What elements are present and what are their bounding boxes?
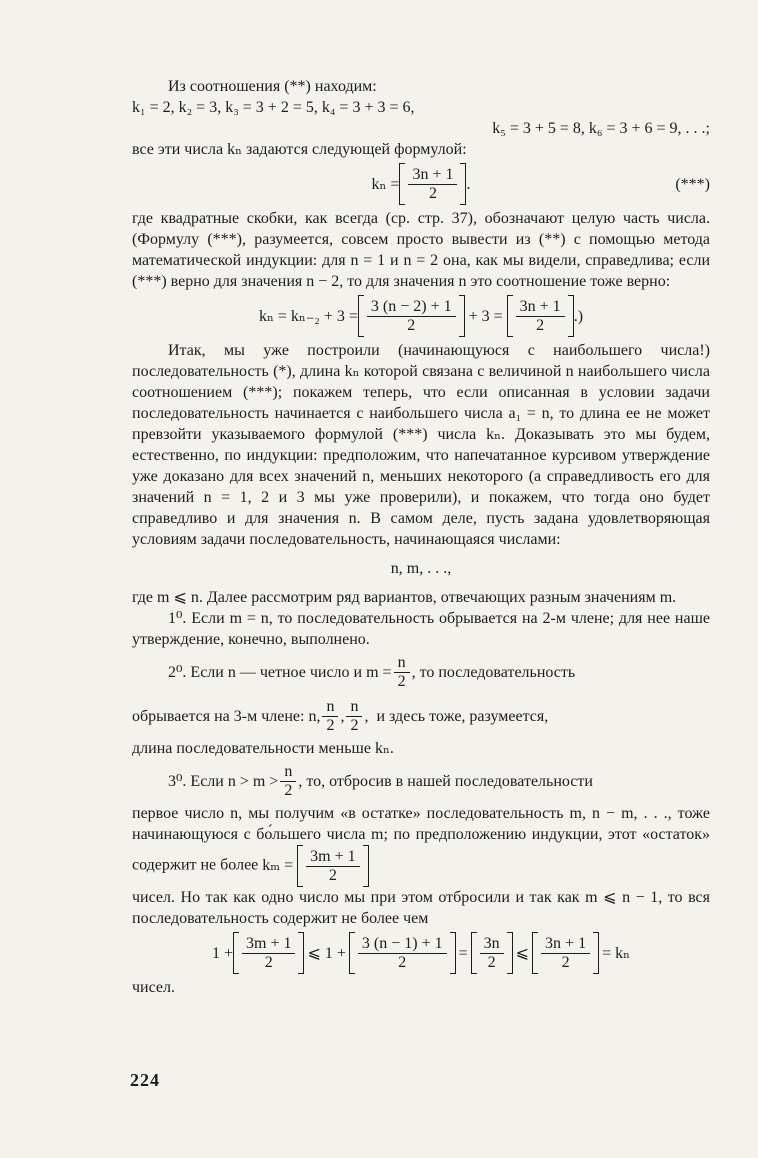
case-3-km: kₘ = bbox=[262, 856, 294, 874]
final-frac-2 bbox=[358, 935, 447, 972]
final-frac-4 bbox=[541, 935, 590, 972]
final-frac-4-num: 3n + 1 bbox=[541, 935, 590, 954]
final-ineq-c: = bbox=[458, 944, 468, 962]
case-2-frac-den: 2 bbox=[397, 672, 406, 690]
sequence-start: n, m, . . ., bbox=[390, 560, 452, 577]
final-frac-1-num: 3m + 1 bbox=[242, 935, 295, 954]
page-body bbox=[132, 76, 710, 998]
final-frac-3 bbox=[480, 935, 504, 972]
frac-2-num: 3n + 1 bbox=[516, 298, 565, 317]
formula-kn-fraction bbox=[408, 166, 457, 203]
final-frac-2-den: 2 bbox=[398, 953, 407, 971]
formula-recurrence-lhs: kₙ = kₙ₋₂ + 3 = bbox=[258, 307, 358, 325]
final-frac-1 bbox=[242, 935, 295, 972]
case-3-frac-num: n bbox=[280, 763, 296, 782]
case-2-text-d: и здесь тоже, разумеется, bbox=[376, 707, 549, 725]
final-ineq-d: ⩽ bbox=[515, 944, 530, 962]
case-2-frac-a bbox=[322, 698, 338, 735]
formula-recurrence-mid: + 3 = bbox=[468, 307, 503, 325]
case-3-km-fraction bbox=[306, 848, 359, 885]
frac-2-den: 2 bbox=[536, 316, 545, 334]
formula-kn-end: . bbox=[466, 175, 471, 193]
case-2-fraction bbox=[394, 654, 410, 691]
case-3-line-1 bbox=[132, 759, 710, 803]
case-2-text-b: , то последовательность bbox=[411, 663, 576, 681]
case-3-text-d: чисел. Но так как одно число мы при этом отбросили и так как m ⩽ n − 1, то вся последовательность содержит не более чем bbox=[132, 889, 710, 927]
case-2-frac-b bbox=[346, 698, 362, 735]
final-frac-1-den: 2 bbox=[264, 953, 273, 971]
final-frac-3-den: 2 bbox=[487, 953, 496, 971]
intro-line: Из соотношения (**) находим: bbox=[168, 78, 377, 95]
frac-1-den: 2 bbox=[407, 316, 416, 334]
k-values-line-1: k₁ = 2, k₂ = 3, k₃ = 3 + 2 = 5, k₄ = 3 + 3 = 6, bbox=[132, 99, 415, 116]
final-frac-2-num: 3 (n − 1) + 1 bbox=[358, 935, 447, 954]
case-2-text-a: 2⁰. Если n — четное число и m = bbox=[168, 663, 392, 681]
final-ineq-b: ⩽ 1 + bbox=[307, 944, 346, 962]
page-number: 224 bbox=[130, 1070, 160, 1090]
case-3-km-den: 2 bbox=[328, 866, 337, 884]
case-2-frac-a-num: n bbox=[322, 698, 338, 717]
frac-1-num: 3 (n − 2) + 1 bbox=[367, 298, 456, 317]
case-2-line-1 bbox=[132, 650, 710, 694]
formula-kn-den: 2 bbox=[428, 184, 437, 202]
equation-tag: (***) bbox=[675, 175, 710, 193]
case-2-frac-b-num: n bbox=[346, 698, 362, 717]
case-3-fraction bbox=[280, 763, 296, 800]
formula-kn-lhs: kₙ = bbox=[371, 175, 400, 193]
formula-kn bbox=[132, 160, 710, 208]
paragraph-induction: Итак, мы уже построили (начинающуюся с наибольшего числа!) последовательность (*), длина kₙ которой связана с величиной n наибольшего числа соотношением (***); покажем теперь, что если описанная в условии задачи последовательность начинается с наибольшего числа a₁ = n, то длина ее не может превзойти указываемого формулой (***) числа kₙ. Доказывать это мы будем, естественно, по индукции: предположим, что напечатанное курсивом утверждение уже доказано для всех значений n, меньших некоторого (а справедливость его для значений n = 1, 2 и 3 мы уже проверили), и покажем, что тогда оно будет справедливо и для значения n. В самом деле, пусть задана удовлетворяющая условиям задачи последовательность, начинающаяся числами: bbox=[132, 342, 710, 548]
case-3-text-c-body: первое число n, мы получим «в остатке» последовательность m, n − m, . . ., тоже начинающуюся с бо́льшего числа m; по предположению индукции, этот «остаток» содержит не более bbox=[132, 805, 710, 874]
formula-recurrence-frac-2 bbox=[516, 298, 565, 335]
k-values-line-2: k₅ = 3 + 5 = 8, k₆ = 3 + 6 = 9, . . .; bbox=[492, 120, 710, 137]
final-inequality bbox=[132, 929, 710, 977]
case-1: 1⁰. Если m = n, то последовательность обрывается на 2-м члене; для нее наше утверждение, конечно, выполнено. bbox=[132, 610, 710, 648]
paragraph-brackets: где квадратные скобки, как всегда (ср. стр. 37), обозначают целую часть числа. (Формулу (***), разумеется, совсем просто вывести из (**) с помощью метода математической индукции: для n = 1 и n = 2 она, как мы видели, справедлива; если (***) верно для значения n − 2, то для значения n это соотношение тоже верно: bbox=[132, 210, 710, 290]
case-2-frac-a-den: 2 bbox=[326, 716, 335, 734]
case-2-frac-b-den: 2 bbox=[350, 716, 359, 734]
case-3-frac-den: 2 bbox=[284, 781, 293, 799]
formula-intro: все эти числа kₙ задаются следующей формулой: bbox=[132, 141, 467, 158]
final-ineq-a: 1 + bbox=[211, 944, 233, 962]
case-3-text-b: , то, отбросив в нашей последовательности bbox=[298, 772, 593, 790]
paragraph-cases: где m ⩽ n. Далее рассмотрим ряд вариантов, отвечающих разным значениям m. bbox=[132, 589, 677, 606]
formula-recurrence-frac-1 bbox=[367, 298, 456, 335]
case-2-text-c: обрывается на 3-м члене: n, bbox=[132, 707, 321, 725]
final-frac-3-num: 3n bbox=[480, 935, 504, 954]
case-2-frac-num: n bbox=[394, 654, 410, 673]
case-2-line-3: длина последовательности меньше kₙ. bbox=[132, 740, 394, 757]
final-frac-4-den: 2 bbox=[561, 953, 570, 971]
case-3-text-c bbox=[132, 803, 710, 887]
case-3-km-num: 3m + 1 bbox=[306, 848, 359, 867]
closing-word: чисел. bbox=[132, 979, 175, 996]
formula-recurrence-end: .) bbox=[573, 307, 584, 325]
case-2-line-2: обрывается на 3-м члене: n, $\frac{n}{2}$ , $\frac{n}{2}$ , и здесь тоже, разумеется, bbox=[132, 697, 549, 734]
final-ineq-e: = kₙ bbox=[602, 944, 631, 962]
formula-recurrence bbox=[132, 292, 710, 340]
case-3-text-a: 3⁰. Если n > m > bbox=[168, 772, 279, 790]
formula-kn-num: 3n + 1 bbox=[408, 166, 457, 185]
